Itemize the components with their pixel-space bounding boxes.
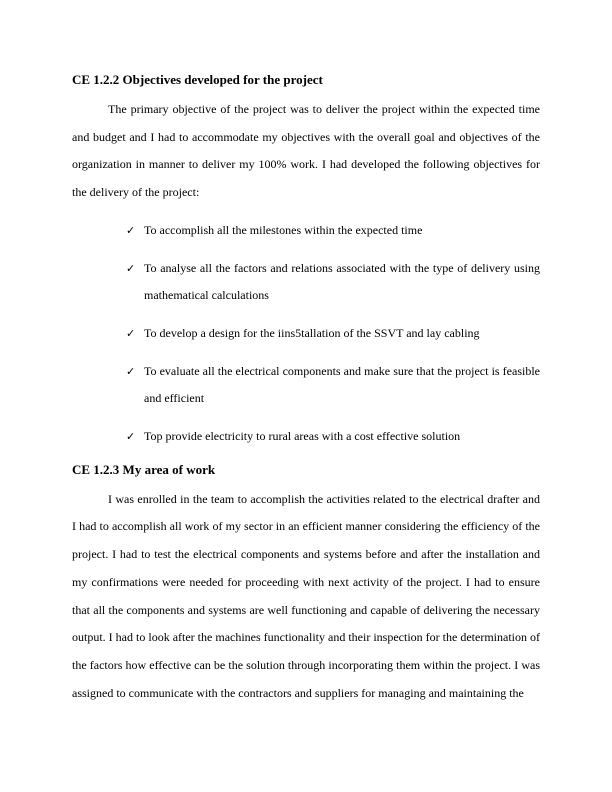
- objectives-list: [72, 217, 540, 451]
- section-heading-objectives: CE 1.2.2 Objectives developed for the project: [72, 72, 323, 87]
- list-item-text: To accomplish all the milestones within the expected time: [144, 222, 423, 237]
- list-item: [72, 320, 540, 348]
- checkmark-icon: ✓: [126, 326, 136, 340]
- objectives-intro-paragraph: The primary objective of the project was to deliver the project within the expected time and budget and I had to accommodate my objectives with the overall goal and objectives of the organization in manner to deliver my 100% work. I had developed the following objectives for the delivery of the project:: [72, 102, 540, 200]
- list-item-text: Top provide electricity to rural areas with a cost effective solution: [144, 429, 461, 444]
- document-page: [72, 70, 540, 707]
- checkmark-icon: ✓: [126, 364, 136, 378]
- list-item: [72, 217, 540, 245]
- list-item-text: To analyse all the factors and relations associated with the type of delivery using mathematical calculations: [144, 260, 540, 303]
- list-item-text: To develop a design for the iins5tallation of the SSVT and lay cabling: [144, 325, 480, 340]
- checkmark-icon: ✓: [126, 261, 136, 275]
- section-heading-area-of-work: CE 1.2.3 My area of work: [72, 461, 216, 477]
- list-item: [72, 255, 540, 310]
- area-of-work-paragraph: I was enrolled in the team to accomplish the activities related to the electrical drafter and I had to accomplish all work of my sector in an efficient manner considering the efficiency of the project. I had to test the electrical components and systems before and after the installation and my confirmations were needed for proceeding with next activity of the project. I had to ensure that all the components and systems are well functioning and capable of delivering the necessary output. I had to look after the machines functionality and their inspection for the determination of the factors how effective can be the solution through incorporating them within the project. I was assigned to communicate with the contractors and suppliers for managing and maintaining the: [72, 491, 540, 700]
- checkmark-icon: ✓: [126, 223, 136, 237]
- list-item: [72, 358, 540, 413]
- list-item: [72, 423, 540, 451]
- list-item-text: To evaluate all the electrical components and make sure that the project is feasible and efficient: [144, 363, 540, 406]
- checkmark-icon: ✓: [126, 430, 136, 444]
